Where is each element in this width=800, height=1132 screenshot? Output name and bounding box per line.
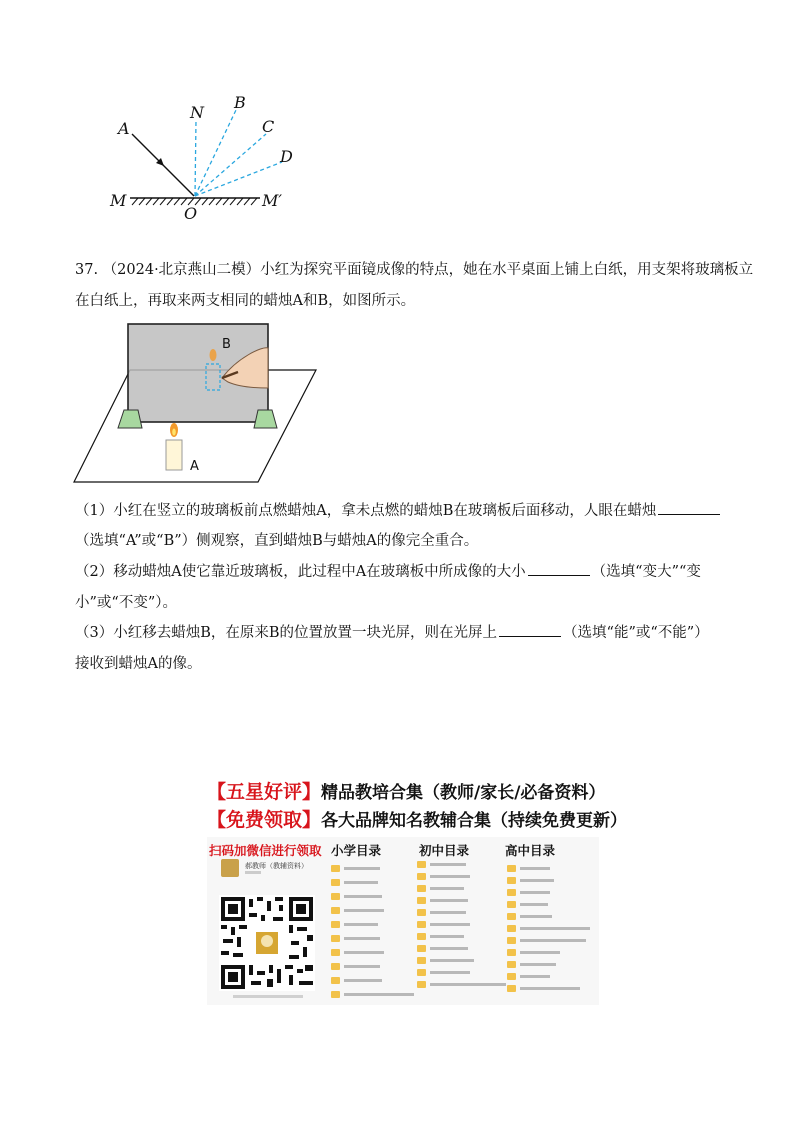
- label-O: O: [184, 204, 198, 222]
- part1-line1: （1）小红在竖立的玻璃板前点燃蜡烛A，拿未点燃的蜡烛B在玻璃板后面移动，人眼在蜡烛: [75, 500, 722, 522]
- part3-line2: 接收到蜡烛A的像。: [75, 656, 202, 672]
- contact-card: [221, 857, 321, 881]
- catalog-screenshot: [207, 837, 599, 1005]
- col-high-heading: 高中目录: [505, 843, 556, 858]
- scan-label: 扫码加微信进行领取: [209, 843, 322, 858]
- glass-plate-diagram: [72, 318, 322, 488]
- label-candle-A: A: [190, 459, 199, 474]
- label-N: N: [190, 103, 204, 122]
- label-M-prime: M′: [262, 191, 283, 210]
- label-A: A: [118, 119, 130, 138]
- part3-line1: （3）小红移去蜡烛B，在原来B的位置放置一块光屏，则在光屏上 （选填“能”或“不能”）: [75, 622, 709, 644]
- label-M: M: [110, 191, 127, 210]
- answer-blank-1[interactable]: [658, 500, 720, 515]
- promo-line2: 【免费领取】各大品牌知名教辅合集（持续免费更新）: [207, 809, 628, 831]
- label-C: C: [262, 117, 275, 136]
- ray-B: [195, 110, 236, 196]
- avatar: [221, 859, 239, 877]
- candle-A: [166, 440, 182, 470]
- promo-banner[interactable]: [207, 775, 628, 1005]
- qr-code-icon[interactable]: [219, 895, 315, 991]
- normal-line-N: [195, 120, 196, 196]
- label-candle-B: B: [222, 337, 231, 352]
- part2-line2: 小”或“不变”）。: [75, 595, 177, 611]
- reflection-diagram: [100, 92, 310, 222]
- answer-blank-2[interactable]: [528, 561, 590, 576]
- right-support: [254, 410, 277, 428]
- label-D: D: [280, 147, 293, 166]
- question-intro-line2: 在白纸上，再取来两支相同的蜡烛A和B，如图所示。: [75, 293, 416, 309]
- label-B: B: [234, 93, 246, 112]
- col-middle-heading: 初中目录: [419, 843, 470, 858]
- promo-line1: 【五星好评】精品教培合集（教师/家长/必备资料）: [207, 781, 606, 803]
- left-support: [118, 410, 142, 428]
- contact-name: 郝教师（教辅资料）: [245, 862, 308, 870]
- question-intro-line1: 37. （2024·北京燕山二模）小红为探究平面镜成像的特点，她在水平桌面上铺上白纸，用支架将玻璃板立: [75, 262, 754, 278]
- ray-C: [195, 134, 266, 196]
- col-primary-heading: 小学目录: [331, 843, 382, 858]
- candle-B-image-flame: [210, 349, 217, 361]
- answer-blank-3[interactable]: [499, 622, 561, 637]
- part1-line2: （选填“A”或“B”）侧观察，直到蜡烛B与蜡烛A的像完全重合。: [75, 533, 479, 549]
- part2-line1: （2）移动蜡烛A使它靠近玻璃板，此过程中A在玻璃板中所成像的大小 （选填“变大”“变: [75, 561, 701, 583]
